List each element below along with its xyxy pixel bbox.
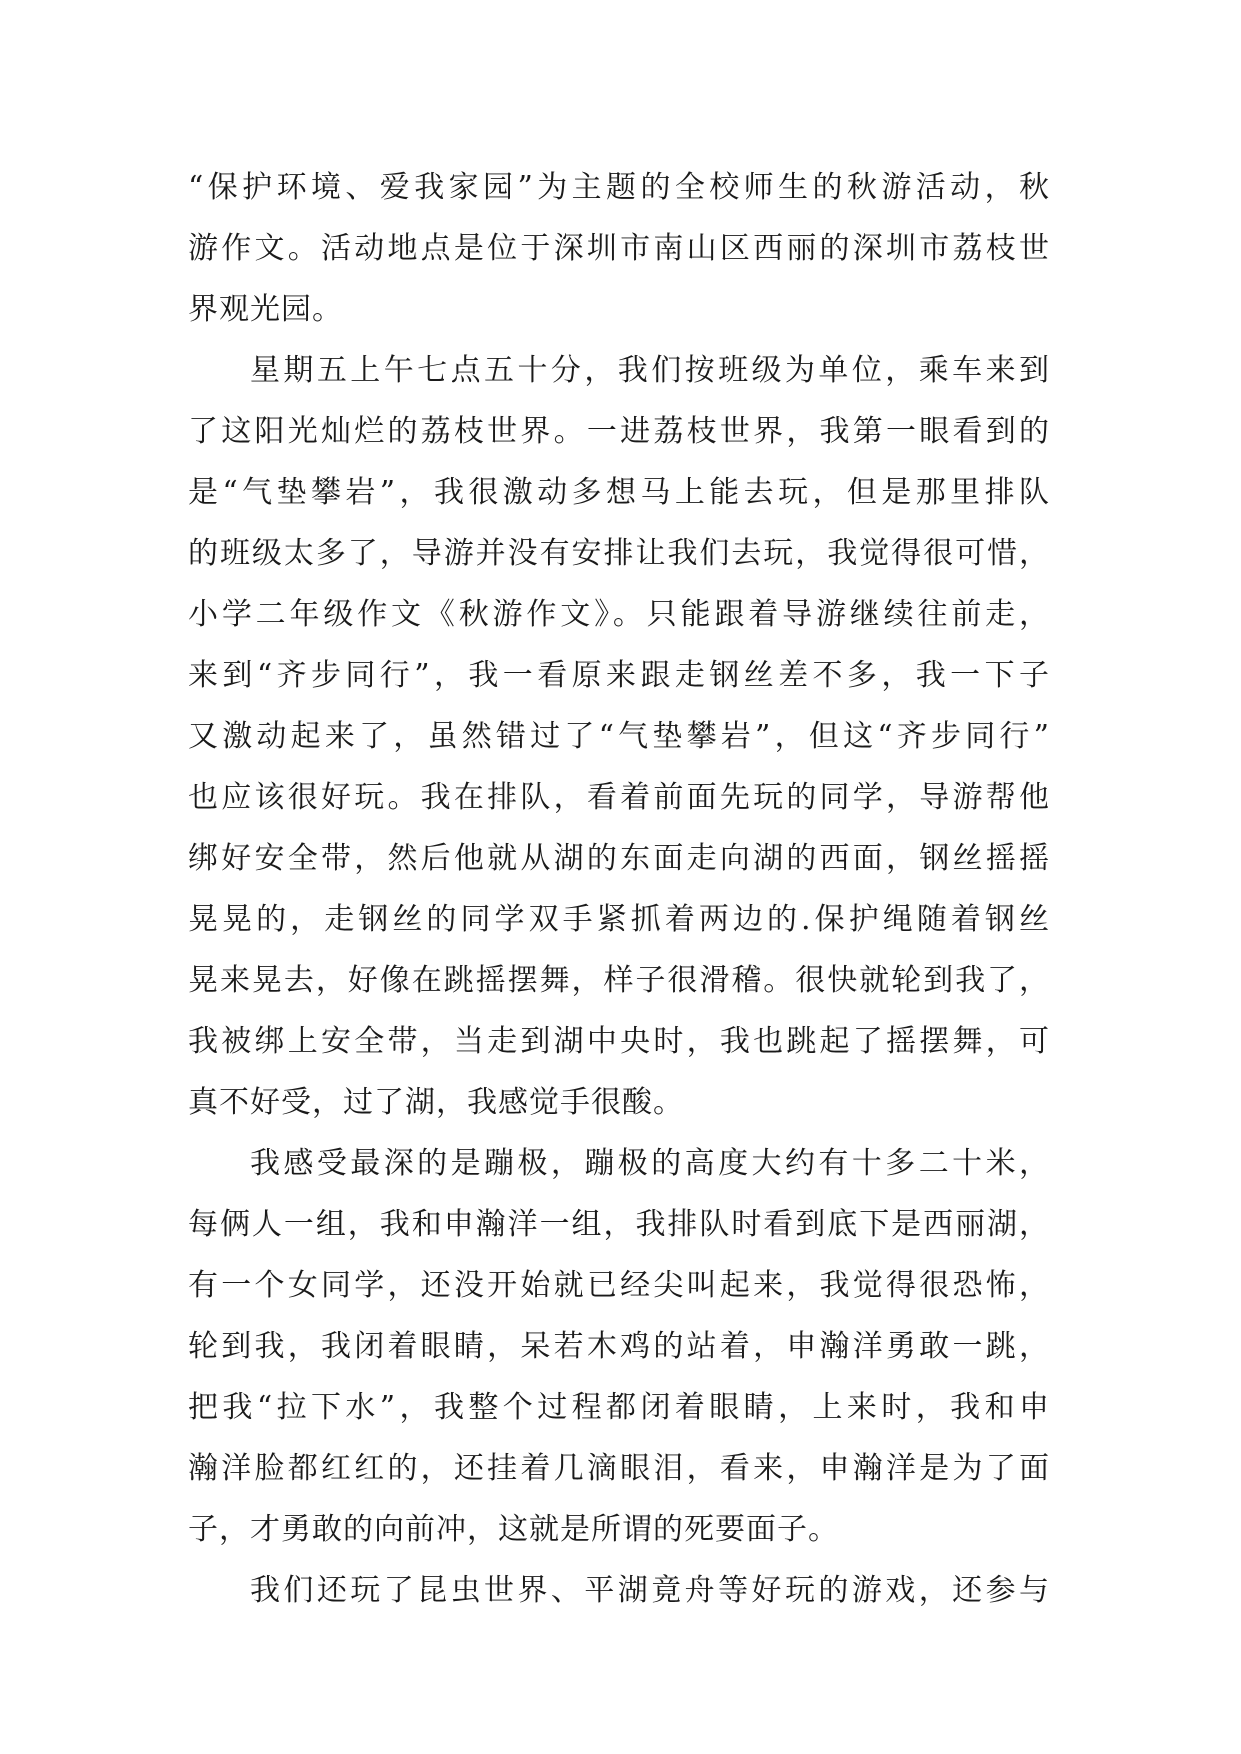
text-line: 我被绑上安全带，当走到湖中央时，我也跳起了摇摆舞，可 [188, 1024, 1050, 1059]
text-line: 轮到我，我闭着眼睛，呆若木鸡的站着，申瀚洋勇敢一跳， [188, 1329, 1050, 1364]
text-line: 晃来晃去，好像在跳摇摆舞，样子很滑稽。很快就轮到我了， [188, 963, 1050, 998]
text-line: 把我“拉下水”，我整个过程都闭着眼睛，上来时，我和申 [188, 1390, 1050, 1425]
essay-body [188, 157, 1050, 1621]
text-line: 界观光园。 [188, 292, 343, 327]
text-line: 我们还玩了昆虫世界、平湖竟舟等好玩的游戏，还参与 [250, 1573, 1050, 1608]
text-line: 我感受最深的是蹦极，蹦极的高度大约有十多二十米， [250, 1146, 1050, 1181]
text-line: 的班级太多了，导游并没有安排让我们去玩，我觉得很可惜， [188, 536, 1050, 571]
text-line: 星期五上午七点五十分，我们按班级为单位，乘车来到 [250, 353, 1050, 388]
text-line: 有一个女同学，还没开始就已经尖叫起来，我觉得很恐怖， [188, 1268, 1050, 1303]
text-line: 是“气垫攀岩”，我很激动多想马上能去玩，但是那里排队 [188, 475, 1050, 510]
text-line: 游作文。活动地点是位于深圳市南山区西丽的深圳市荔枝世 [188, 231, 1050, 266]
text-line: 来到“齐步同行”，我一看原来跟走钢丝差不多，我一下子 [188, 658, 1050, 693]
text-line: 每俩人一组，我和申瀚洋一组，我排队时看到底下是西丽湖， [188, 1207, 1050, 1242]
text-line: 了这阳光灿烂的荔枝世界。一进荔枝世界，我第一眼看到的 [188, 414, 1050, 449]
text-line: 又激动起来了，虽然错过了“气垫攀岩”，但这“齐步同行” [188, 719, 1050, 754]
text-line: 小学二年级作文《秋游作文》。只能跟着导游继续往前走， [188, 597, 1050, 632]
text-line: 绑好安全带，然后他就从湖的东面走向湖的西面，钢丝摇摇 [188, 841, 1050, 876]
text-line: 子，才勇敢的向前冲，这就是所谓的死要面子。 [188, 1512, 839, 1547]
text-line: 也应该很好玩。我在排队，看着前面先玩的同学，导游帮他 [188, 780, 1050, 815]
text-line: 瀚洋脸都红红的，还挂着几滴眼泪，看来，申瀚洋是为了面 [188, 1451, 1050, 1486]
text-line: 真不好受，过了湖，我感觉手很酸。 [188, 1085, 684, 1120]
text-line: 晃晃的，走钢丝的同学双手紧抓着两边的.保护绳随着钢丝 [188, 902, 1050, 937]
text-line: “保护环境、爱我家园”为主题的全校师生的秋游活动，秋 [188, 170, 1050, 205]
